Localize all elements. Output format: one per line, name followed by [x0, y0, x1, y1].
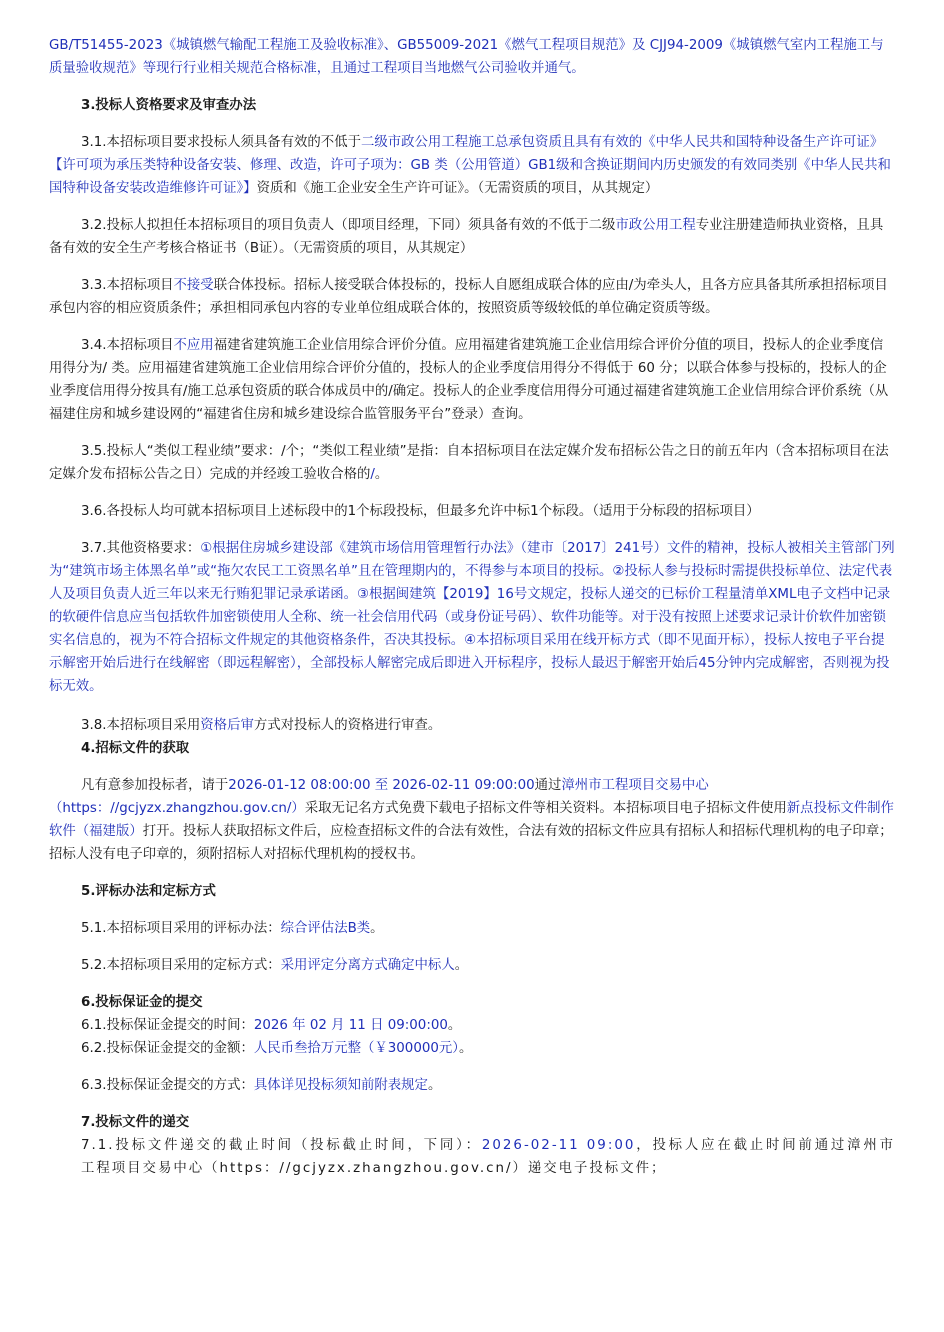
evaluation-method: 综合评估法B类 — [280, 921, 371, 936]
clause-3-3-consortium: 不接受 — [173, 278, 214, 293]
section-7-heading: 7.投标文件的递交 — [81, 1115, 190, 1130]
clause-3-1-qualification: 市政公用工程施工总承包资质且具有有效的《中华人民共和国特种设备生产许可证》【许可项为承压类特种设备安装、修理、改造，许可子项为：GB 类（公用管道）GB1级和含换证期间内历史颁发的有效同类别《中华人民共和国特种设备安装改造维修许可证》】 — [49, 135, 891, 196]
submission-deadline: 2026-02-11 09:00 — [481, 1138, 636, 1153]
section-6-heading: 6.投标保证金的提交 — [81, 995, 203, 1010]
clause-3-1 — [49, 131, 895, 200]
clause-5-2-end: 。 — [454, 958, 469, 973]
clause-3-4-credit: 不应用 — [173, 338, 214, 353]
section-4-paragraph — [49, 774, 895, 866]
document-body — [49, 34, 895, 1180]
clause-3-5-text-a: 3.5.投标人“类似工程业绩”要求：/个；“类似工程业绩”是指：自本招标项目在法定媒介发布招标公告之日的前五年内（含本招标项目在法定媒介发布招标公告之日）完成的并经竣工验收合格的 — [49, 444, 889, 482]
clause-3-6: 3.6.各投标人均可就本招标项目上述标段中的1个标段投标，但最多允许中标1个标段。（适用于分标段的招标项目） — [81, 504, 760, 519]
section-4-text-b: 通过 — [534, 778, 562, 793]
section-4-text-a: 凡有意参加投标者，请于 — [81, 778, 229, 793]
clause-7-1-text-b: 递交电子投标文件； — [527, 1161, 667, 1176]
clause-3-7-requirements: ①根据住房城乡建设部《建筑市场信用管理暂行办法》（建市〔2017〕241号）文件的精神，投标人被相关主管部门列为“建筑市场主体黑名单”或“拖欠农民工工资黑名单”且在管理期内的，不得参与本项目的投标。②投标人参与投标时需提供投标单位、法定代表人及项目负责人近三年以来无行贿犯罪记录承诺函。③根据闽建筑【2019】16号文规定，投标人递交的已标价工程量清单XML电子文档中记录的软硬件信息应当包括软件加密锁使用人全称、统一社会信用代码（或身份证号码）、软件功能等。对于没有按照上述要求记录计价软件加密锁实名信息的，视为不符合招标文件规定的其他资格条件，否决其投标。④本招标项目采用在线开标方式（即不见面开标），投标人按电子平台提示解密开始后进行在线解密（即远程解密），全部投标人解密完成后即进入开标程序，投标人最迟于解密开始后45分钟内完成解密，否则视为投标无效。 — [49, 541, 895, 694]
clause-3-1-text-a: 3.1.本招标项目要求投标人须具备有效的不低于 — [81, 135, 361, 150]
clause-5-2 — [49, 954, 895, 977]
section-4-heading: 4.招标文件的获取 — [81, 741, 190, 756]
clause-5-1-label: 5.1.本招标项目采用的评标办法： — [81, 921, 281, 936]
clause-6-3-label: 6.3.投标保证金提交的方式： — [81, 1078, 254, 1093]
clause-6-1-end: 。 — [447, 1018, 462, 1033]
clause-3-7 — [49, 537, 895, 698]
clause-3-2-grade: 二级 — [588, 218, 616, 233]
clause-6-1 — [49, 1014, 895, 1037]
clause-3-5 — [49, 440, 895, 486]
clause-3-2-text-a: 3.2.投标人拟担任本招标项目的项目负责人（即项目经理，下同）须具备有效的不低于 — [81, 218, 589, 233]
clause-3-1-text-b: 资质和《施工企业安全生产许可证》。（无需资质的项目，从其规定） — [256, 181, 659, 196]
clause-7-1-line-1 — [49, 1134, 895, 1157]
clause-3-5-value: / — [370, 467, 375, 482]
section-5-heading: 5.评标办法和定标方式 — [81, 884, 216, 899]
deposit-time: 2026 年 02 月 11 日 09:00:00 — [253, 1018, 448, 1033]
submission-platform-link[interactable]: 工程项目交易中心（https：//gcjyzx.zhangzhou.gov.cn/） — [81, 1161, 528, 1176]
clause-3-2 — [49, 214, 895, 260]
clause-6-2 — [49, 1037, 895, 1060]
clause-3-3-text-a: 3.3.本招标项目 — [81, 278, 174, 293]
clause-3-8-review-method: 资格后审 — [200, 718, 254, 733]
clause-6-3-end: 。 — [427, 1078, 442, 1093]
clause-5-1 — [49, 917, 895, 940]
deposit-method: 具体详见投标须知前附表规定 — [253, 1078, 428, 1093]
clause-5-1-end: 。 — [370, 921, 384, 936]
deposit-amount: 人民币叁拾万元整（￥300000元） — [253, 1041, 459, 1056]
intro-standards-text: GB/T51455-2023《城镇燃气输配工程施工及验收标准》、GB55009-2021《燃气工程项目规范》及 CJJ94-2009《城镇燃气室内工程施工与质量验收规范》等现行行业相关规范合格标准，且通过工程项目当地燃气公司验收并通气。 — [49, 38, 884, 76]
clause-3-4 — [49, 334, 895, 426]
clause-3-2-specialty: 市政公用工程 — [615, 218, 696, 233]
clause-3-5-text-b: 。 — [374, 467, 389, 482]
clause-3-8 — [49, 714, 895, 737]
software-name: 新点投标文件制作软件（福建版） — [49, 801, 894, 839]
clause-3-8-text-a: 3.8.本招标项目采用 — [81, 718, 201, 733]
section-4-text-d: 打开。投标人获取招标文件后，应检查招标文件的合法有效性，合法有效的招标文件应具有招标人和招标代理机构的电子印章；招标人没有电子印章的，须附招标人对招标代理机构的授权书。 — [49, 824, 893, 862]
clause-5-2-label: 5.2.本招标项目采用的定标方式： — [81, 958, 281, 973]
trading-center-link[interactable]: 漳州市工程项目交易中心（https：//gcjyzx.zhangzhou.gov.cn/） — [49, 778, 709, 816]
clause-7-1-line-2 — [49, 1157, 895, 1180]
clause-7-1-label: 7.1.投标文件递交的截止时间（投标截止时间，下同）： — [81, 1138, 482, 1153]
clause-3-3 — [49, 274, 895, 320]
section-3-heading: 3.投标人资格要求及审查办法 — [81, 98, 257, 113]
clause-3-3-text-b: 联合体投标。招标人接受联合体投标的，投标人自愿组成联合体的应由/为牵头人，且各方应具备其所承担招标项目承包内容的相应资质条件；承担相同承包内容的专业单位组成联合体的，按照资质等级较低的单位确定资质等级。 — [49, 278, 888, 316]
clause-6-1-label: 6.1.投标保证金提交的时间： — [81, 1018, 254, 1033]
clause-3-8-text-b: 方式对投标人的资格进行审查。 — [253, 718, 442, 733]
clause-6-2-end: 。 — [458, 1041, 473, 1056]
award-method: 采用评定分离方式确定中标人 — [280, 958, 455, 973]
clause-3-1-grade: 二级 — [360, 135, 388, 150]
clause-6-2-label: 6.2.投标保证金提交的金额： — [81, 1041, 254, 1056]
clause-3-4-text-b: 福建省建筑施工企业信用综合评价分值。应用福建省建筑施工企业信用综合评价分值的项目，投标人的企业季度信用得分为/ 类。应用福建省建筑施工企业信用综合评价分值的，投标人的企业季度信用得分不得低于 60 分；以联合体参与投标的，投标人的企业季度信用得分按具有/施工总承包资质的联合体成员中的/确定。投标人的企业季度信用得分可通过福建省建筑施工企业信用综合评价系统（从福建住房和城乡建设网的“福建省住房和城乡建设综合监管服务平台”登录）查询。 — [49, 338, 889, 422]
download-period: 2026-01-12 08:00:00 至 2026-02-11 09:00:00 — [228, 778, 535, 793]
clause-6-3 — [49, 1074, 895, 1097]
intro-paragraph — [49, 34, 895, 80]
clause-3-4-text-a: 3.4.本招标项目 — [81, 338, 174, 353]
section-4-text-c: 采取无记名方式免费下载电子招标文件等相关资料。本招标项目电子招标文件使用 — [304, 801, 787, 816]
clause-3-7-label: 3.7.其他资格要求： — [81, 541, 201, 556]
clause-7-1-text-a: ，投标人应在截止时间前通过漳州市 — [635, 1138, 895, 1153]
clause-3-2-text-b: 专业注册建造师执业资格，且具备有效的安全生产考核合格证书（B证）。（无需资质的项目，从其规定） — [49, 218, 884, 256]
